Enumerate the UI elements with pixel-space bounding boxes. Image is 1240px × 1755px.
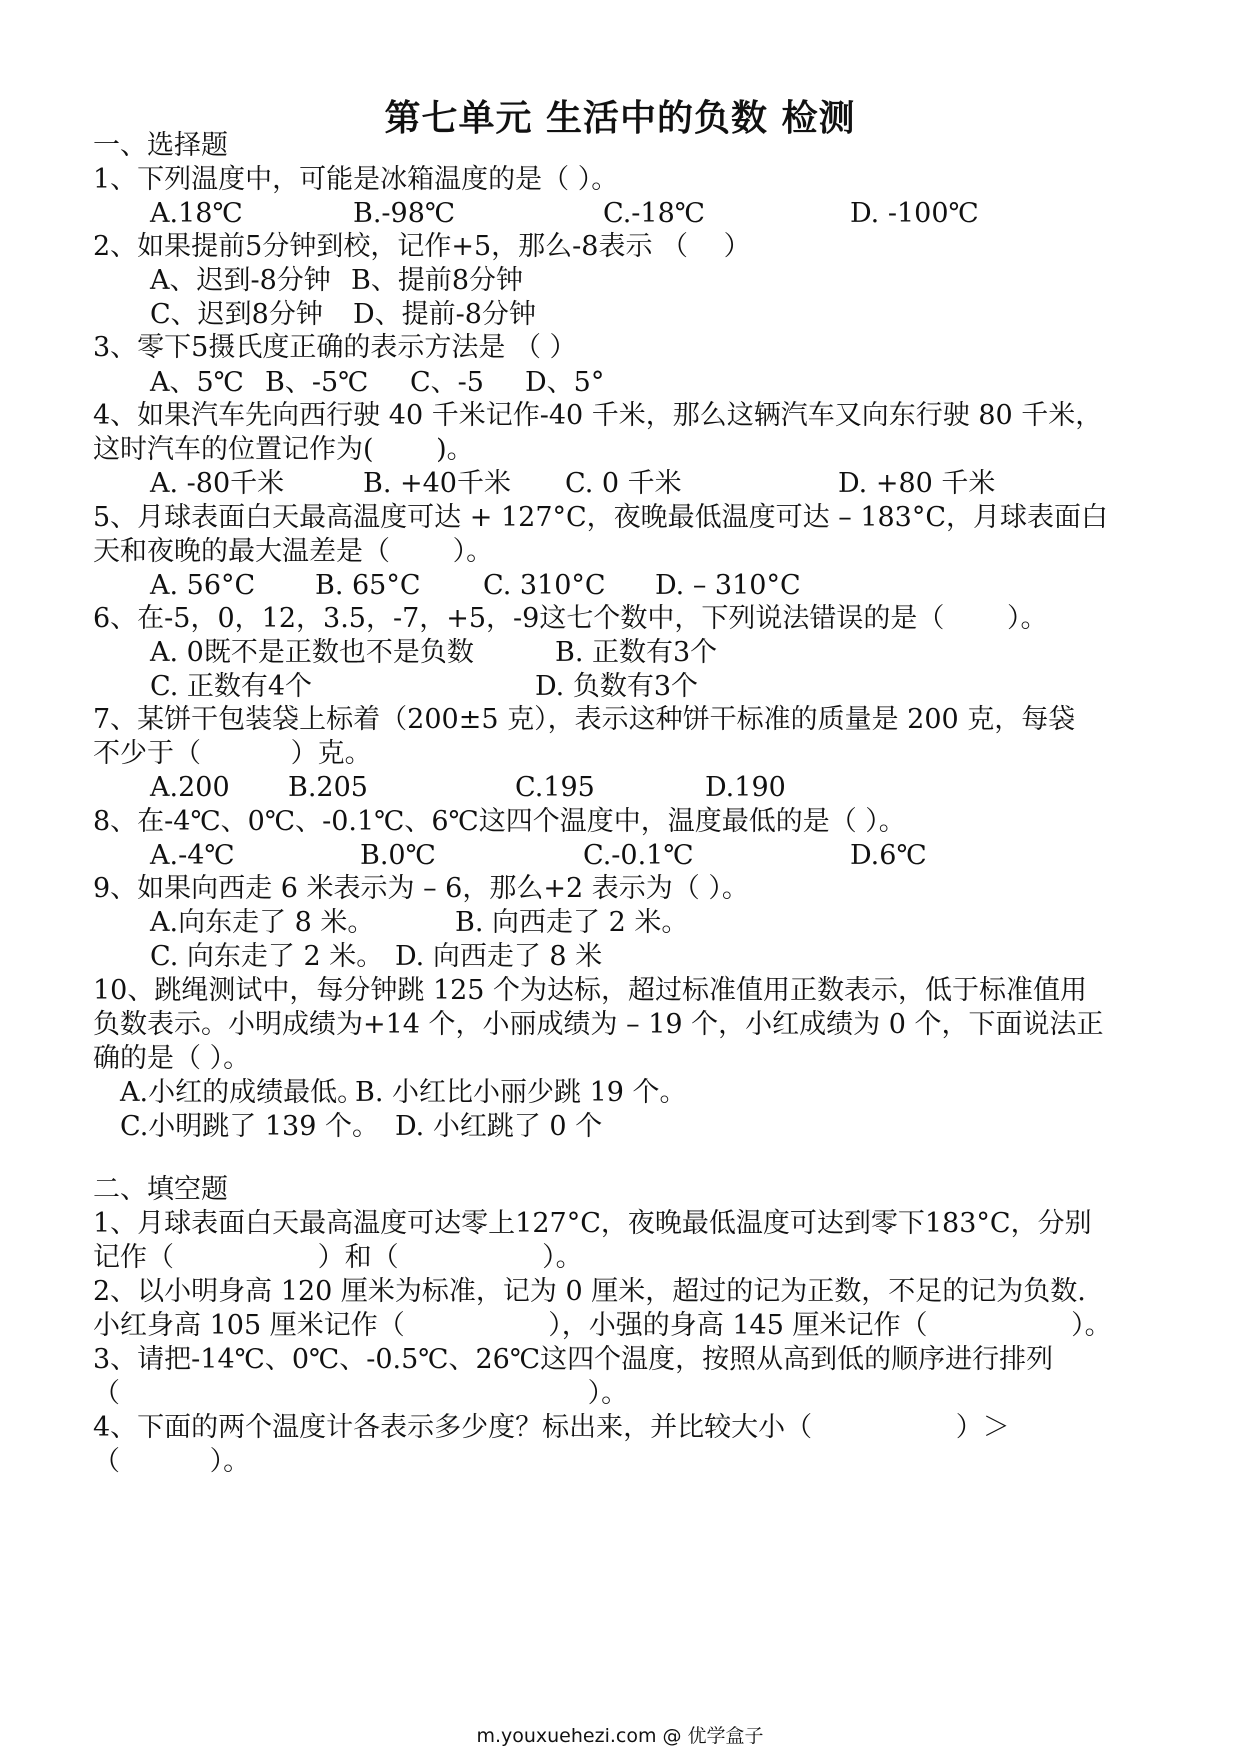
option-b: B. 向西走了 2 米。 [455, 907, 689, 938]
option-d: D.6℃ [850, 840, 927, 871]
option-a: A.向东走了 8 米。 [150, 907, 375, 938]
option-b: B. 小红比小丽少跳 19 个。 [355, 1077, 687, 1108]
option-a: A.小红的成绩最低。 [120, 1077, 365, 1108]
option-a: A. 56°C [150, 570, 256, 601]
question-9: 9、如果向西走 6 米表示为 – 6，那么+2 表示为（ ）。 [93, 873, 749, 904]
option-d: D. 负数有3个 [535, 671, 699, 702]
option-c: C. 向东走了 2 米。 [150, 941, 384, 972]
option-c: C.-0.1℃ [583, 840, 694, 871]
option-b: B.205 [288, 772, 368, 803]
question-2: 2、如果提前5分钟到校，记作+5，那么-8表示 （ ） [93, 231, 751, 262]
option-d: D. -100℃ [850, 198, 979, 229]
option-c: C、-5 [410, 367, 484, 398]
fill-question-4-line-2: （ ）。 [93, 1446, 251, 1477]
fill-question-1-line-2: 记作（ ）和（ ）。 [93, 1242, 583, 1273]
question-10-line-1: 10、跳绳测试中，每分钟跳 125 个为达标，超过标准值用正数表示，低于标准值用 [93, 975, 1088, 1006]
option-c: C.小明跳了 139 个。 [120, 1111, 379, 1142]
question-10-line-3: 确的是（ ）。 [93, 1043, 251, 1074]
option-a: A.18℃ [150, 198, 243, 229]
question-5-line-1: 5、月球表面白天最高温度可达 + 127°C，夜晚最低温度可达 – 183°C，月球表面白 [93, 502, 1109, 533]
option-a: A、迟到-8分钟 [150, 265, 331, 296]
option-a: A.200 [150, 772, 230, 803]
option-b: B. 正数有3个 [555, 637, 718, 668]
section-heading-fill: 二、填空题 [93, 1174, 228, 1205]
question-4-line-2: 这时汽车的位置记作为( )。 [93, 434, 474, 465]
fill-question-4-line-1: 4、下面的两个温度计各表示多少度？标出来，并比较大小（ ）＞ [93, 1412, 1010, 1443]
option-b: B.-98℃ [353, 198, 456, 229]
question-10-line-2: 负数表示。小明成绩为+14 个，小丽成绩为 – 19 个，小红成绩为 0 个，下面说法正 [93, 1009, 1104, 1040]
option-c: C. 0 千米 [565, 468, 682, 499]
option-a: A. 0既不是正数也不是负数 [150, 637, 474, 668]
section-heading-choice: 一、选择题 [93, 130, 228, 161]
option-b: B、-5℃ [265, 367, 369, 398]
option-d: D. 向西走了 8 米 [395, 941, 603, 972]
option-d: D. – 310°C [655, 570, 801, 601]
option-a: A. -80千米 [150, 468, 285, 499]
question-7-line-2: 不少于（ ）克。 [93, 738, 372, 769]
question-1: 1、下列温度中，可能是冰箱温度的是（ ）。 [93, 164, 619, 195]
fill-question-3-line-1: 3、请把-14℃、0℃、-0.5℃、26℃这四个温度，按照从高到低的顺序进行排列 [93, 1344, 1054, 1375]
footer-watermark: m.youxuehezi.com @ 优学盒子 [476, 1725, 764, 1747]
question-5-line-2: 天和夜晚的最大温差是（ ）。 [93, 536, 494, 567]
option-b: B、提前8分钟 [351, 265, 524, 296]
option-d: D. +80 千米 [838, 468, 996, 499]
option-b: B. 65°C [315, 570, 421, 601]
option-c: C、迟到8分钟 [150, 299, 323, 330]
option-d: D. 小红跳了 0 个 [395, 1111, 603, 1142]
fill-question-3-line-2: （ ）。 [93, 1378, 629, 1409]
option-d: D.190 [705, 772, 786, 803]
question-7-line-1: 7、某饼干包装袋上标着（200±5 克），表示这种饼干标准的质量是 200 克，每袋 [93, 704, 1076, 735]
option-c: C.195 [515, 772, 595, 803]
option-a: A.-4℃ [150, 840, 235, 871]
fill-question-2-line-2: 小红身高 105 厘米记作（ ），小强的身高 145 厘米记作（ ）。 [93, 1310, 1112, 1341]
question-4-line-1: 4、如果汽车先向西行驶 40 千米记作-40 千米，那么这辆汽车又向东行驶 80 千米， [93, 400, 1103, 431]
question-8: 8、在-4℃、0℃、-0.1℃、6℃这四个温度中，温度最低的是（ ）。 [93, 806, 906, 837]
page-title: 第七单元 生活中的负数 检测 [384, 98, 856, 139]
question-3: 3、零下5摄氏度正确的表示方法是 （ ） [93, 332, 577, 363]
fill-question-2-line-1: 2、以小明身高 120 厘米为标准，记为 0 厘米，超过的记为正数，不足的记为负数. [93, 1276, 1086, 1307]
option-a: A、5℃ [150, 367, 244, 398]
option-c: C. 正数有4个 [150, 671, 313, 702]
option-d: D、5° [525, 367, 605, 398]
option-d: D、提前-8分钟 [353, 299, 536, 330]
option-b: B.0℃ [360, 840, 436, 871]
option-c: C.-18℃ [603, 198, 705, 229]
fill-question-1-line-1: 1、月球表面白天最高温度可达零上127°C，夜晚最低温度可达到零下183°C，分别 [93, 1208, 1092, 1239]
option-b: B. +40千米 [363, 468, 511, 499]
question-6: 6、在-5，0，12，3.5，-7，+5，-9这七个数中，下列说法错误的是（ ）。 [93, 603, 1048, 634]
option-c: C. 310°C [483, 570, 606, 601]
